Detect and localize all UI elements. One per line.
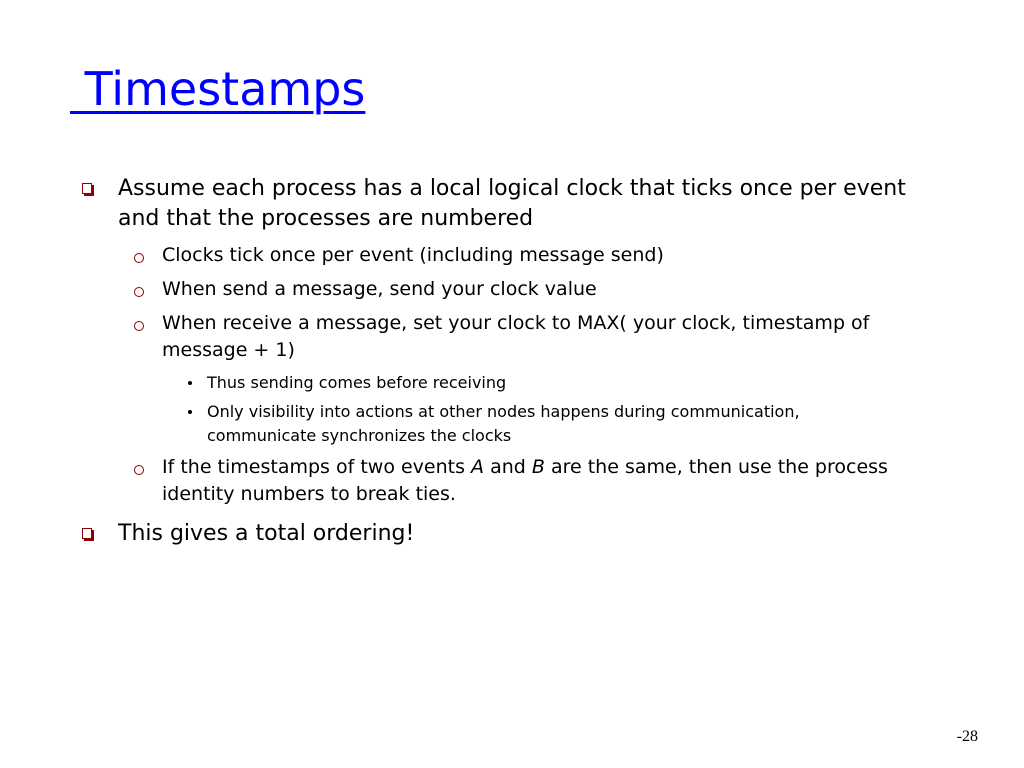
- circle-bullet-icon: [134, 287, 144, 297]
- bullet-text-part: If the timestamps of two events: [162, 456, 472, 478]
- bullet-text-part: and: [484, 456, 532, 478]
- circle-bullet-icon: [134, 321, 144, 331]
- bullet-text: Assume each process has a local logical clock that ticks once per event and that the processes are numbered: [118, 176, 906, 231]
- square-bullet-icon: [82, 183, 92, 194]
- bullet-text: This gives a total ordering!: [118, 521, 415, 546]
- dot-bullet-icon: [188, 410, 192, 414]
- bullet-text: Only visibility into actions at other nodes happens during communication, communicate synchronizes the clocks: [207, 402, 800, 445]
- event-variable-a: A: [471, 456, 485, 478]
- bullet-text-part: are the same, then use the process identity numbers to break ties.: [162, 456, 888, 505]
- circle-bullet-icon: [134, 465, 144, 475]
- page-number: -28: [956, 728, 978, 745]
- bullet-text: When send a message, send your clock value: [162, 278, 597, 300]
- circle-bullet-icon: [134, 253, 144, 263]
- bullet-text: Clocks tick once per event (including message send): [162, 244, 664, 266]
- bullet-text: [162, 454, 952, 508]
- bullet-text: When receive a message, set your clock to MAX( your clock, timestamp of message + 1): [162, 312, 870, 361]
- dot-bullet-icon: [188, 381, 192, 385]
- event-variable-b: B: [531, 456, 545, 478]
- square-bullet-icon: [82, 528, 92, 539]
- bullet-text: Thus sending comes before receiving: [207, 373, 507, 392]
- slide-title: Timestamps: [70, 62, 366, 116]
